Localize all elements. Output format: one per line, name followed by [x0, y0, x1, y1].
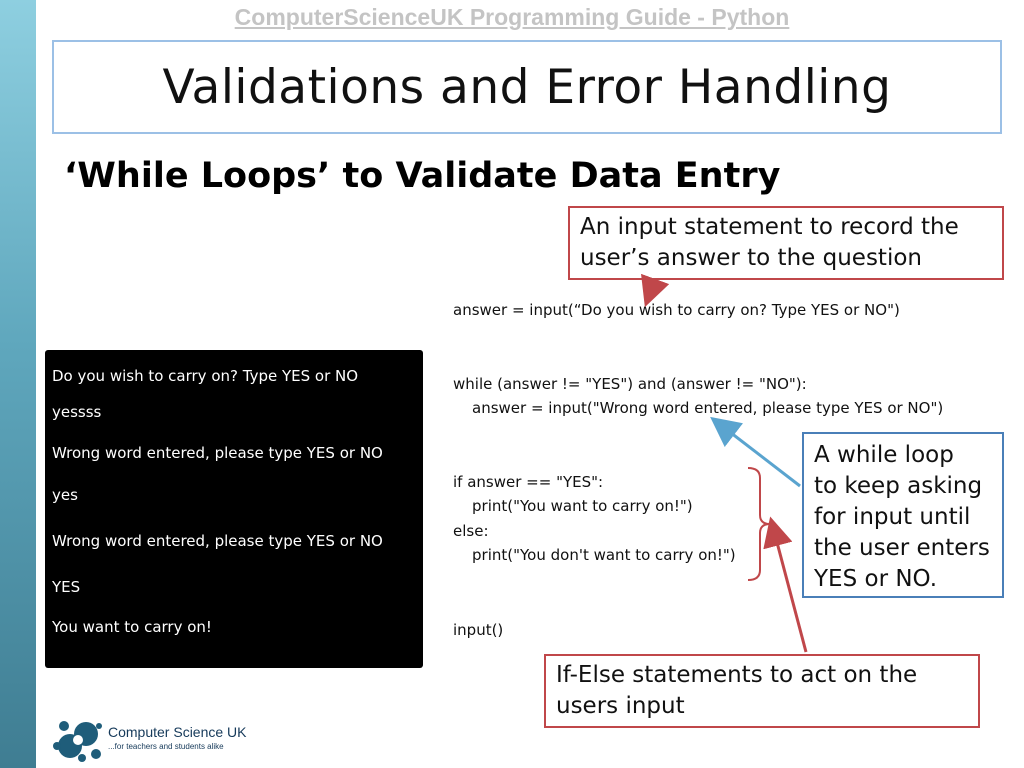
callout-line: for input until — [814, 504, 971, 530]
callout-input-statement — [568, 206, 1004, 280]
computer-science-uk-logo — [52, 716, 252, 764]
code-line-input: answer = input(“Do you wish to carry on? Type YES or NO") — [453, 301, 900, 319]
code-else-line: else: — [453, 522, 489, 540]
title-box — [52, 40, 1002, 134]
callout-line: the user enters — [814, 535, 990, 561]
callout-line: YES or NO. — [814, 566, 938, 592]
callout-line: user’s answer to the question — [580, 245, 922, 271]
console-line: yessss — [52, 403, 102, 421]
if-else-bracket — [748, 468, 770, 580]
left-accent-bar — [0, 0, 36, 768]
logo-tagline: ...for teachers and students alike — [108, 742, 224, 751]
code-else-body: print("You don't want to carry on!") — [472, 546, 736, 564]
console-output — [45, 350, 423, 668]
code-if-line: if answer == "YES": — [453, 473, 604, 491]
code-while-line: while (answer != "YES") and (answer != "NO"): — [453, 375, 807, 393]
callout-while-loop — [802, 432, 1004, 598]
slide-title: Validations and Error Handling — [162, 59, 892, 115]
callout-line: A while loop — [814, 442, 954, 468]
code-if-body: print("You want to carry on!") — [472, 497, 693, 515]
code-while-body: answer = input("Wrong word entered, please type YES or NO") — [472, 399, 944, 417]
logo-title: Computer Science UK — [108, 724, 247, 740]
console-line: YES — [52, 578, 81, 596]
arrow-to-input-line — [650, 282, 654, 293]
code-final-input: input() — [453, 621, 504, 639]
logo-mark-icon — [52, 716, 104, 764]
callout-if-else — [544, 654, 980, 728]
left-accent-divider — [36, 0, 39, 768]
arrow-to-while-body — [722, 426, 800, 486]
console-line: yes — [52, 486, 78, 504]
slide-subtitle: ‘While Loops’ to Validate Data Entry — [64, 156, 781, 196]
console-line: You want to carry on! — [52, 618, 212, 636]
console-line: Do you wish to carry on? Type YES or NO — [52, 367, 359, 385]
callout-line: An input statement to record the — [580, 214, 959, 240]
console-line: Wrong word entered, please type YES or NO — [52, 444, 383, 462]
console-line: Wrong word entered, please type YES or NO — [52, 532, 383, 550]
callout-line: to keep asking — [814, 473, 983, 499]
callout-line: If-Else statements to act on the — [556, 662, 918, 688]
callout-line: users input — [556, 693, 685, 719]
slide-header: ComputerScienceUK Programming Guide - Python — [234, 4, 790, 30]
